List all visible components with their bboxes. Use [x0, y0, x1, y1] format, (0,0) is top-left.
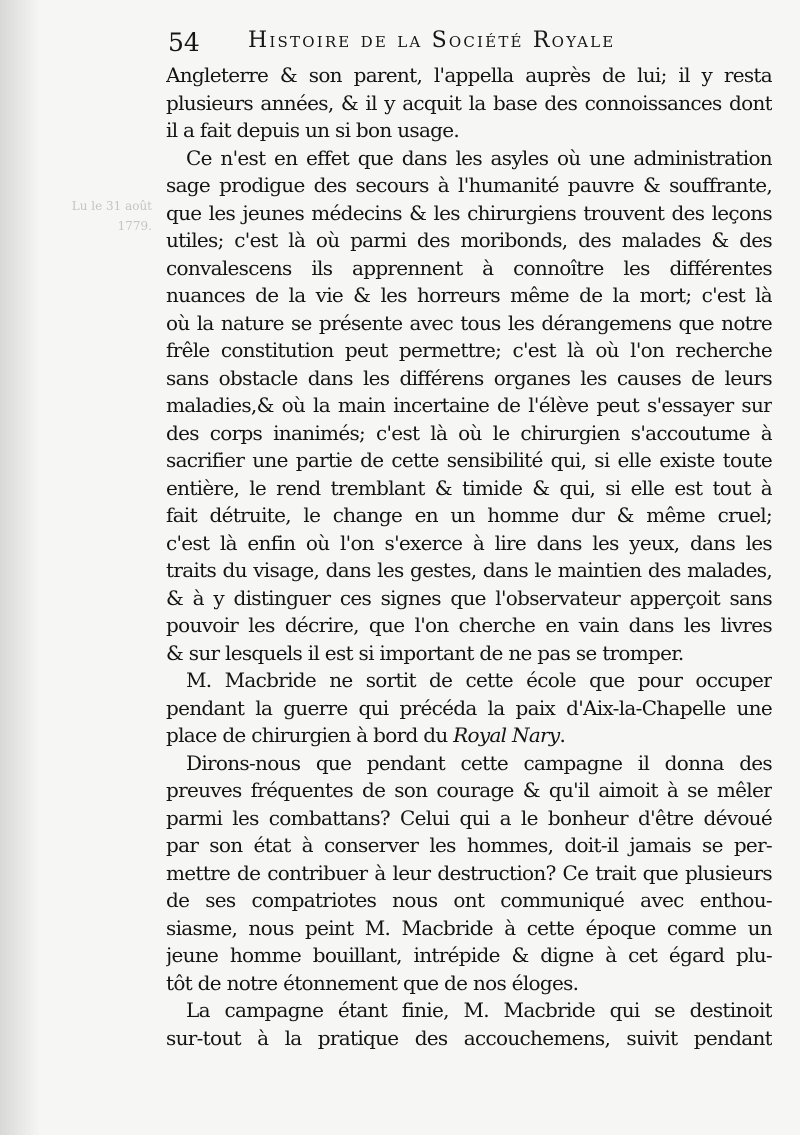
text-line [166, 502, 772, 530]
text-line [166, 695, 772, 723]
body-text [166, 62, 772, 1052]
text-line [166, 722, 772, 750]
text-line [166, 667, 772, 695]
text-line [166, 392, 772, 420]
text-line-content: jeune homme bouillant, intrépide & digne à cet égard plu- [166, 943, 772, 967]
text-line [166, 475, 772, 503]
text-line-content: traits du visage, dans les gestes, dans le maintien des malades, [166, 558, 772, 582]
text-line [166, 805, 772, 833]
text-line [166, 90, 772, 118]
text-line-tail: . [559, 723, 566, 747]
text-line-content: mettre de contribuer à leur destruction? Ce trait que plusieurs [166, 860, 772, 885]
text-line [166, 557, 772, 585]
text-line-content: sans obstacle dans les différens organes les causes de leurs [166, 365, 772, 390]
text-line [166, 337, 772, 365]
text-line-content: sacrifier une partie de cette sensibilité qui, si elle existe toute [166, 448, 772, 472]
text-line-content: plusieurs années, & il y acquit la base des connoissances dont [166, 90, 772, 115]
text-line-content: place de chirurgien à bord du [166, 723, 454, 747]
running-title: Histoire de la Société Royale [248, 28, 616, 53]
margin-note-line: 1779. [117, 219, 152, 233]
page-number: 54 [168, 28, 200, 57]
text-line-content: siasme, nous peint M. Macbride à cette époque comme un [166, 915, 772, 940]
text-line [166, 255, 772, 283]
text-line [166, 970, 772, 998]
text-line-content: des corps inanimés; c'est là où le chirurgien s'accoutume à [166, 420, 772, 445]
text-line [166, 915, 772, 943]
text-line [166, 832, 772, 860]
text-line-content: de ses compatriotes nous ont communiqué avec enthou- [166, 888, 772, 912]
text-line [166, 282, 772, 310]
text-line-content: & sur lesquels il est si important de ne pas se tromper. [166, 640, 684, 665]
text-line-content: utiles; c'est là où parmi des moribonds, des malades & des [166, 228, 772, 252]
text-line-content: parmi les combattans? Celui qui a le bonheur d'être dévoué [166, 805, 772, 830]
text-line-content: M. Macbride ne sortit de cette école que pour occuper [186, 668, 772, 692]
text-line [166, 942, 772, 970]
text-line-content: sur-tout à la pratique des accouchemens, suivit pendant [166, 1025, 772, 1050]
text-line-content: Dirons-nous que pendant cette campagne il donna des [186, 750, 772, 775]
text-line-content: pendant la guerre qui précéda la paix d'Aix-la-Chapelle une [166, 695, 772, 720]
text-line-content: par son état à conserver les hommes, doit-il jamais se per- [166, 833, 772, 857]
text-line [166, 640, 772, 668]
text-line [166, 447, 772, 475]
text-line-content: pouvoir les décrire, que l'on cherche en vain dans les livres [166, 613, 772, 637]
text-line [166, 365, 772, 393]
text-line [166, 145, 772, 173]
text-line-content: Ce n'est en effet que dans les asyles où une administration [186, 145, 772, 170]
text-line [166, 62, 772, 90]
text-line-content: La campagne étant finie, M. Macbride qui se destinoit [186, 998, 772, 1022]
text-line-content: & à y distinguer ces signes que l'observateur apperçoit sans [166, 585, 772, 610]
text-line-content: il a fait depuis un si bon usage. [166, 118, 460, 142]
text-line [166, 887, 772, 915]
page-header [168, 24, 768, 60]
text-line-content: c'est là enfin où l'on s'exerce à lire dans les yeux, dans les [166, 530, 772, 555]
text-line-content: nuances de la vie & les horreurs même de la mort; c'est là [166, 283, 772, 307]
text-line-content: preuves fréquentes de son courage & qu'il aimoit à se mêler [166, 778, 772, 802]
text-line-content: que les jeunes médecins & les chirurgiens trouvent des leçons [166, 200, 772, 225]
text-line-content: frêle constitution peut permettre; c'est là où l'on recherche [166, 338, 772, 362]
text-line [166, 585, 772, 613]
ship-name: Royal Nary [453, 723, 560, 747]
text-line-content: fait détruite, le change en un homme dur & même cruel; [166, 503, 772, 527]
text-line [166, 860, 772, 888]
text-line [166, 172, 772, 200]
margin-note [22, 196, 152, 236]
text-line-content: convalescens ils apprennent à connoître les différentes [166, 255, 772, 280]
text-line [166, 420, 772, 448]
text-line-content: sage prodigue des secours à l'humanité pauvre & souffrante, [166, 173, 772, 197]
text-line [166, 117, 772, 145]
text-line [166, 612, 772, 640]
text-line [166, 997, 772, 1025]
text-line [166, 750, 772, 778]
text-line-content: où la nature se présente avec tous les dérangemens que notre [166, 310, 772, 335]
text-line [166, 777, 772, 805]
text-line-content: tôt de notre étonnement que de nos éloges. [166, 970, 579, 995]
text-line [166, 530, 772, 558]
text-line-content: maladies,& où la main incertaine de l'élève peut s'essayer sur [166, 393, 772, 417]
text-line [166, 227, 772, 255]
spine-shadow [0, 0, 40, 1135]
text-line-content: Angleterre & son parent, l'appella auprès de lui; il y resta [166, 63, 772, 87]
text-line-content: entière, le rend tremblant & timide & qui, si elle est tout à [166, 475, 772, 500]
margin-note-line: Lu le 31 août [71, 199, 152, 213]
text-line [166, 200, 772, 228]
text-line [166, 1025, 772, 1053]
text-line [166, 310, 772, 338]
